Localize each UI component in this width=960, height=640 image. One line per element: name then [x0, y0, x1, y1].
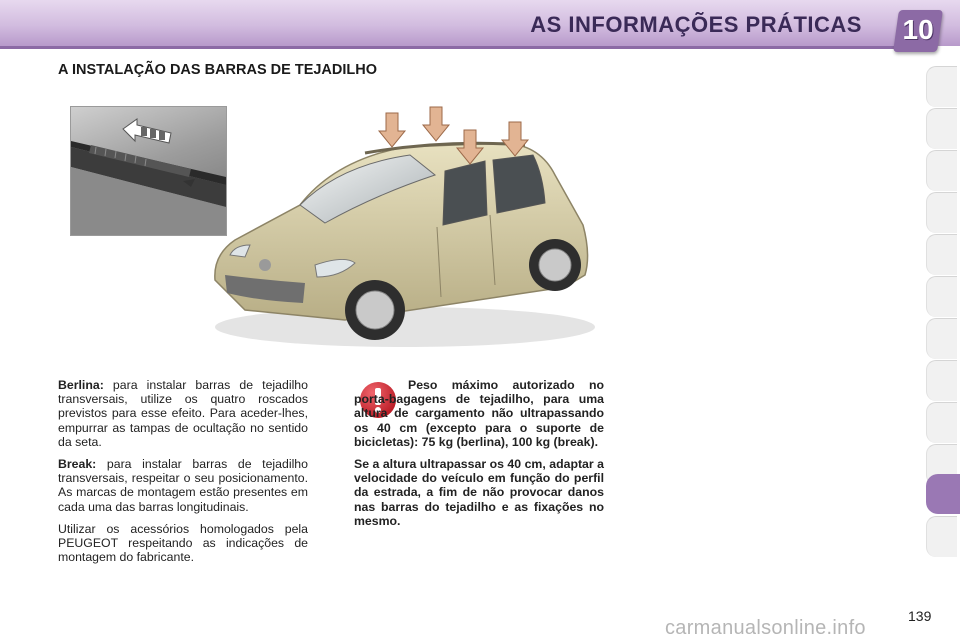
page-number: 139: [908, 608, 932, 624]
left-column: [58, 378, 308, 572]
side-tab[interactable]: [926, 402, 957, 443]
berlina-text: para instalar barras de tejadilho transversais, utilize os quatro roscados previstos para esse efeito. Para aceder-lhes, empurrar as tampas de ocultação no sentido da seta.: [58, 378, 308, 449]
side-tab[interactable]: [926, 108, 957, 149]
side-tab[interactable]: [926, 276, 957, 317]
break-label: Break:: [58, 457, 97, 472]
chapter-badge: [893, 10, 943, 52]
section-title: A INSTALAÇÃO DAS BARRAS DE TEJADILHO: [58, 62, 378, 78]
side-tab[interactable]: [926, 516, 957, 557]
active-chapter-tab[interactable]: [926, 474, 960, 514]
side-tab[interactable]: [926, 360, 957, 401]
side-tab[interactable]: [926, 234, 957, 275]
warning-column: [354, 378, 604, 536]
side-tab[interactable]: [926, 150, 957, 191]
warning-paragraph-1: Peso máximo autorizado no porta-bagagens de tejadilho, para uma altura de cargamento não ultrapassando os 40 cm (excepto para o suporte de bicicletas): 75 kg (berlina), 100 kg (break).: [354, 378, 604, 449]
car-roof-mounting-points-icon: [205, 105, 595, 355]
berlina-paragraph: [58, 378, 308, 449]
page-header: [0, 0, 960, 50]
accessories-paragraph: Utilizar os acessórios homologados pela PEUGEOT respeitando as indicações de montagem do fabricante.: [58, 521, 308, 565]
chapter-title: AS INFORMAÇÕES PRÁTICAS: [530, 12, 862, 37]
header-rule: [0, 46, 900, 49]
side-tab[interactable]: [926, 66, 957, 107]
watermark: carmanualsonline.info: [665, 617, 866, 639]
side-tab[interactable]: [926, 192, 957, 233]
warning-paragraph-2: Se a altura ultrapassar os 40 cm, adaptar a velocidade do veículo em função do perfil da estrada, a fim de não provocar danos nas barras do tejadilho e as fixações no mesmo.: [354, 457, 604, 528]
side-tab[interactable]: [926, 318, 957, 359]
break-text: para instalar barras de tejadilho transversais, respeitar o seu posicionamento. As marcas de montagem estão presentes em cada uma das barras longitudinais.: [58, 457, 308, 514]
break-paragraph: [58, 457, 308, 514]
roof-cover-arrow-icon: [70, 106, 227, 236]
chapter-number: 10: [902, 14, 934, 45]
berlina-label: Berlina:: [58, 378, 104, 392]
